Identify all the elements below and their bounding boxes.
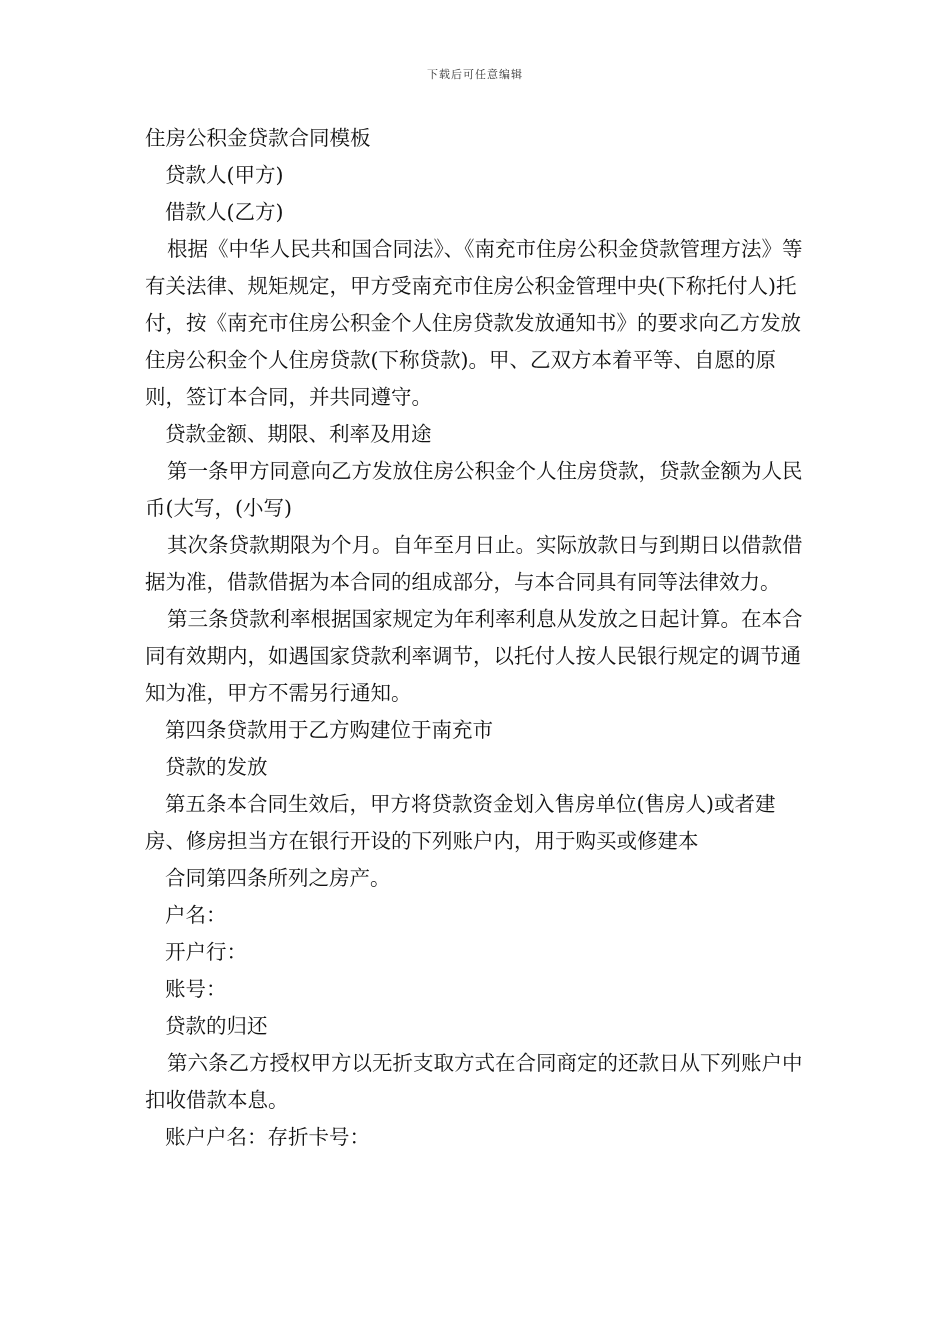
account-name-field: 户名：	[165, 903, 227, 927]
section-heading-repayment: 贷款的归还	[165, 1014, 268, 1038]
document-body	[145, 120, 810, 1156]
article-5-continuation: 合同第四条所列之房产。	[165, 866, 391, 890]
document-title: 住房公积金贷款合同模板	[145, 126, 371, 150]
article-2: 其次条贷款期限为个月。自年至月日止。实际放款日与到期日以借款借据为准，借款借据为本合同的组成部分，与本合同具有同等法律效力。	[145, 533, 803, 594]
article-3: 第三条贷款利率根据国家规定为年利率利息从发放之日起计算。在本合同有效期内，如遇国家贷款利率调节，以托付人按人民银行规定的调节通知为准，甲方不需另行通知。	[145, 607, 803, 705]
article-6: 第六条乙方授权甲方以无折支取方式在合同商定的还款日从下列账户中扣收借款本息。	[145, 1051, 803, 1112]
header-note: 下载后可任意编辑	[427, 68, 523, 81]
section-heading-loan-terms: 贷款金额、期限、利率及用途	[165, 422, 432, 446]
article-1: 第一条甲方同意向乙方发放住房公积金个人住房贷款，贷款金额为人民币(大写，(小写)	[145, 459, 803, 520]
preamble-paragraph: 根据《中华人民共和国合同法》、《南充市住房公积金贷款管理方法》等有关法律、规矩规定，甲方受南充市住房公积金管理中央(下称托付人)托付，按《南充市住房公积金个人住房贷款发放通知书》的要求向乙方发放住房公积金个人住房贷款(下称贷款)。甲、乙双方本着平等、自愿的原则，签订本合同，并共同遵守。	[145, 237, 803, 409]
account-bank-field: 开户行：	[165, 940, 247, 964]
lender-line: 贷款人(甲方)	[165, 163, 284, 187]
article-5: 第五条本合同生效后，甲方将贷款资金划入售房单位(售房人)或者建房、修房担当方在银行开设的下列账户内，用于购买或修建本	[145, 792, 776, 853]
article-4: 第四条贷款用于乙方购建位于南充市	[165, 718, 493, 742]
repay-account-field: 账户户名：存折卡号：	[165, 1125, 370, 1149]
borrower-line: 借款人(乙方)	[165, 200, 284, 224]
section-heading-disbursement: 贷款的发放	[165, 755, 268, 779]
account-number-field: 账号：	[165, 977, 227, 1001]
